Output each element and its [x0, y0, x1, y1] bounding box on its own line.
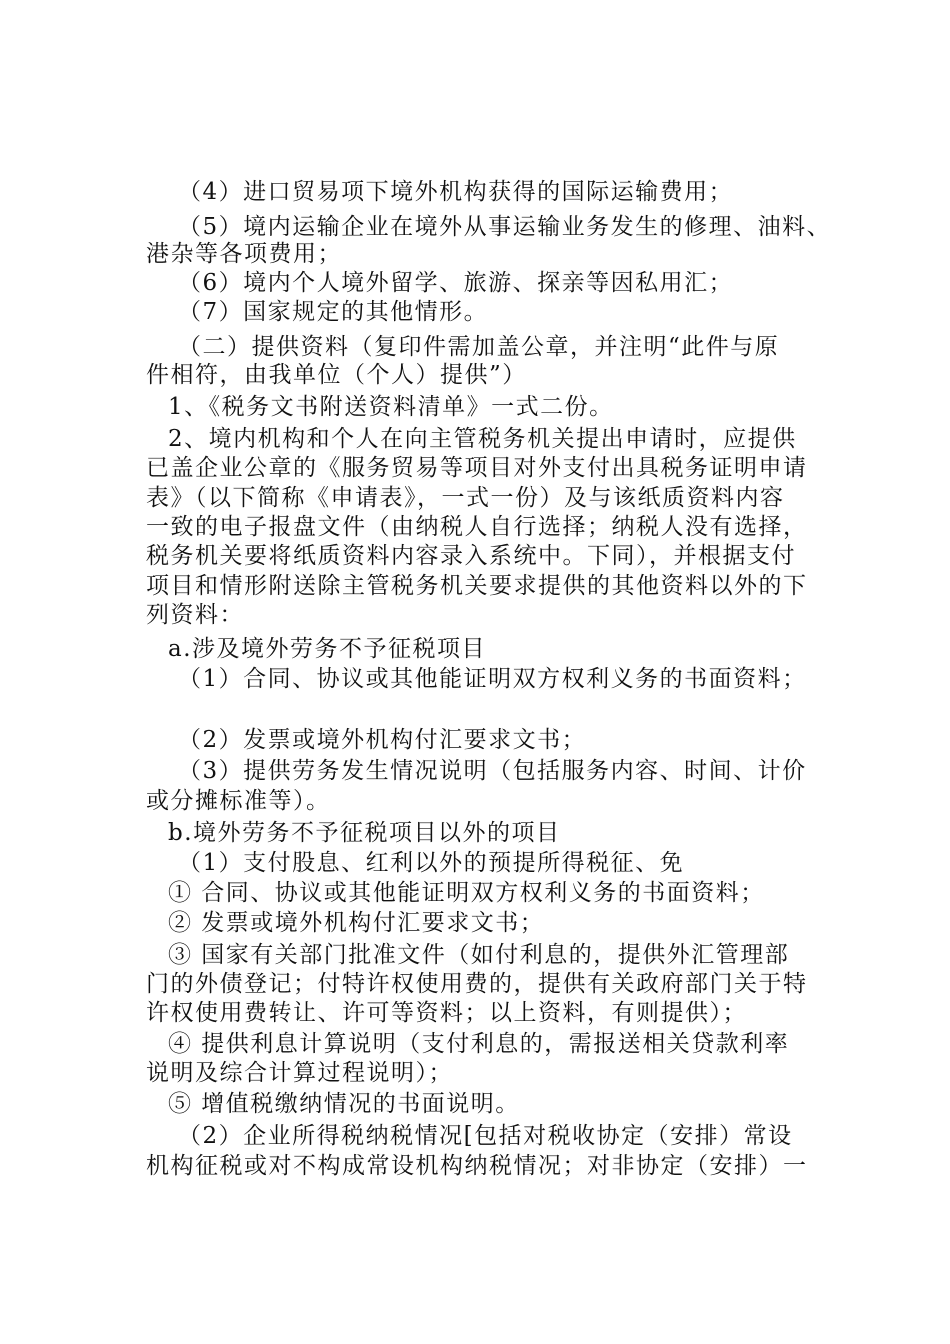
- text-line: （6）境内个人境外留学、旅游、探亲等因私用汇；: [178, 270, 734, 296]
- text-line: ① 合同、协议或其他能证明双方权利义务的书面资料；: [168, 880, 765, 906]
- text-line: 1、《税务文书附送资料清单》一式二份。: [168, 394, 614, 420]
- text-line: 港杂等各项费用；: [146, 241, 342, 267]
- text-line: 机构征税或对不构成常设机构纳税情况；对非协定（安排）一: [146, 1153, 808, 1179]
- text-line: （5）境内运输企业在境外从事运输业务发生的修理、油料、: [178, 214, 832, 240]
- text-line: 列资料：: [146, 602, 244, 628]
- text-line: 许权使用费转让、许可等资料；以上资料，有则提供）；: [146, 1000, 747, 1026]
- text-line: 说明及综合计算过程说明）；: [146, 1060, 453, 1086]
- text-line: 2、境内机构和个人在向主管税务机关提出申请时，应提供: [168, 426, 797, 452]
- text-line: 门的外债登记；付特许权使用费的，提供有关政府部门关于特: [146, 971, 808, 997]
- text-line: 税务机关要将纸质资料内容录入系统中。下同），并根据支付: [146, 543, 796, 569]
- text-line: （4）进口贸易项下境外机构获得的国际运输费用；: [178, 179, 734, 205]
- text-line: 一致的电子报盘文件（由纳税人自行选择；纳税人没有选择，: [146, 514, 808, 540]
- text-line: （7）国家规定的其他情形。: [178, 299, 489, 325]
- text-line: ② 发票或境外机构付汇要求文书；: [168, 910, 545, 936]
- text-line: （3）提供劳务发生情况说明（包括服务内容、时间、计价: [178, 758, 807, 784]
- text-line: （二）提供资料（复印件需加盖公章，并注明“此件与原: [178, 334, 780, 360]
- text-line: a.涉及境外劳务不予征税项目: [168, 636, 487, 662]
- text-line: （1）支付股息、红利以外的预提所得税征、免: [178, 850, 685, 876]
- text-line: （1）合同、协议或其他能证明双方权利义务的书面资料；: [178, 666, 807, 692]
- text-line: b.境外劳务不予征税项目以外的项目: [168, 820, 561, 846]
- text-line: 已盖企业公章的《服务贸易等项目对外支付出具税务证明申请: [146, 455, 808, 481]
- text-line: ③ 国家有关部门批准文件（如付利息的，提供外汇管理部: [168, 942, 790, 968]
- text-line: （2）企业所得税纳税情况[包括对税收协定（安排）常设: [178, 1123, 793, 1149]
- text-line: ④ 提供利息计算说明（支付利息的，需报送相关贷款利率: [168, 1031, 790, 1057]
- text-line: ⑤ 增值税缴纳情况的书面说明。: [168, 1091, 520, 1117]
- text-line: （2）发票或境外机构付汇要求文书；: [178, 727, 587, 753]
- text-line: 表》（以下简称《申请表》，一式一份）及与该纸质资料内容: [146, 485, 785, 511]
- text-line: 或分摊标准等）。: [146, 788, 331, 814]
- text-line: 件相符，由我单位（个人）提供”）: [146, 362, 527, 388]
- text-line: 项目和情形附送除主管税务机关要求提供的其他资料以外的下: [146, 573, 808, 599]
